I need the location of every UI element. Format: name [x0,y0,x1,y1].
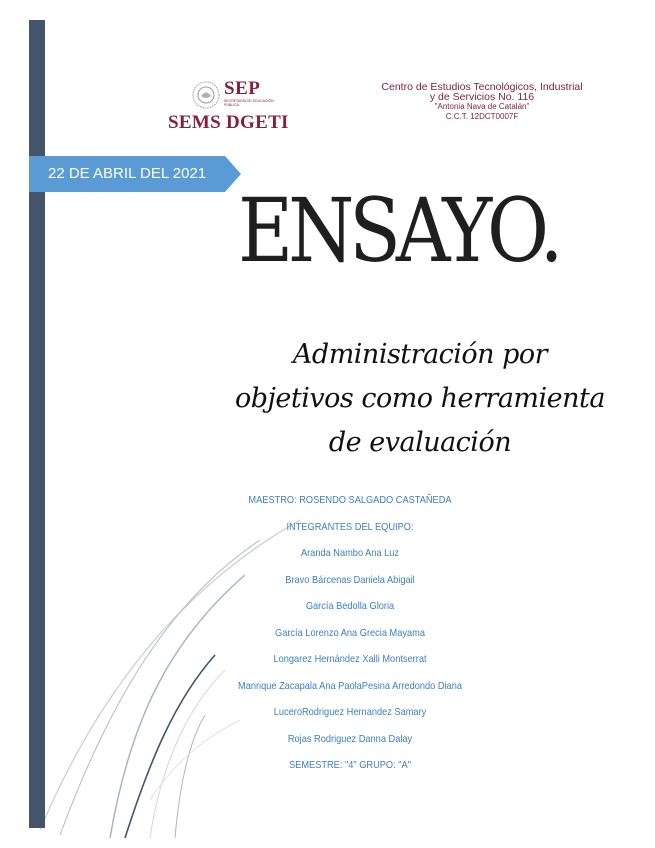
member-line: Bravo Bárcenas Daniela Abigail [285,573,415,586]
member-line: Rojas Rodriguez Danna Dalay [287,732,413,745]
document-subtitle [225,333,615,465]
document-title: ENSAYO. [238,179,559,282]
member-line: LuceroRodriguez Hernandez Samary [273,706,427,718]
member-line: Aranda Nambo Ana Luz [300,547,400,559]
sep-wordmark: SEP [224,78,261,99]
sep-logo [168,78,328,136]
credits-block [222,487,477,779]
school-line-2: y de Servicios No. 116 [429,91,535,103]
sems-dgeti-wordmark: SEMS DGETI [168,112,289,133]
member-line: Manrique Zacapala Ana PaolaPesina Arredondo Diana [238,679,462,692]
curve-5 [150,670,225,838]
school-name-block [358,82,606,122]
mexico-seal-icon [191,80,221,110]
school-line-4: C.C.T. 12DCT0007F [445,112,519,121]
teacher-line: MAESTRO: ROSENDO SALGADO CASTAÑEDA [248,494,452,506]
school-line-1: Centro de Estudios Tecnológicos, Industrial [381,81,583,93]
member-line: Longarez Hernández Xalli Montserrat [273,653,427,665]
subtitle-line-2: objetivos como herramienta [235,383,605,414]
curve-6 [175,715,205,838]
curve-4 [125,655,215,838]
team-heading: INTEGRANTES DEL EQUIPO: [286,520,414,533]
member-line: García Lorenzo Ana Grecia Mayama [275,626,425,639]
member-line: García Bedolla Gloria [305,600,395,612]
semester-line: SEMESTRE: "4" GRUPO: "A" [289,759,411,771]
sidebar-bar [29,20,45,828]
subtitle-line-1: Administración por [292,339,548,370]
date-text: 22 DE ABRIL DEL 2021 [48,165,207,182]
school-line-3: "Antonia Nava de Catalán" [434,102,530,111]
sep-subtext: SECRETARÍA DE EDUCACIÓN PÚBLICA [224,99,274,107]
subtitle-line-3: de evaluación [328,427,512,458]
date-banner [29,156,241,192]
